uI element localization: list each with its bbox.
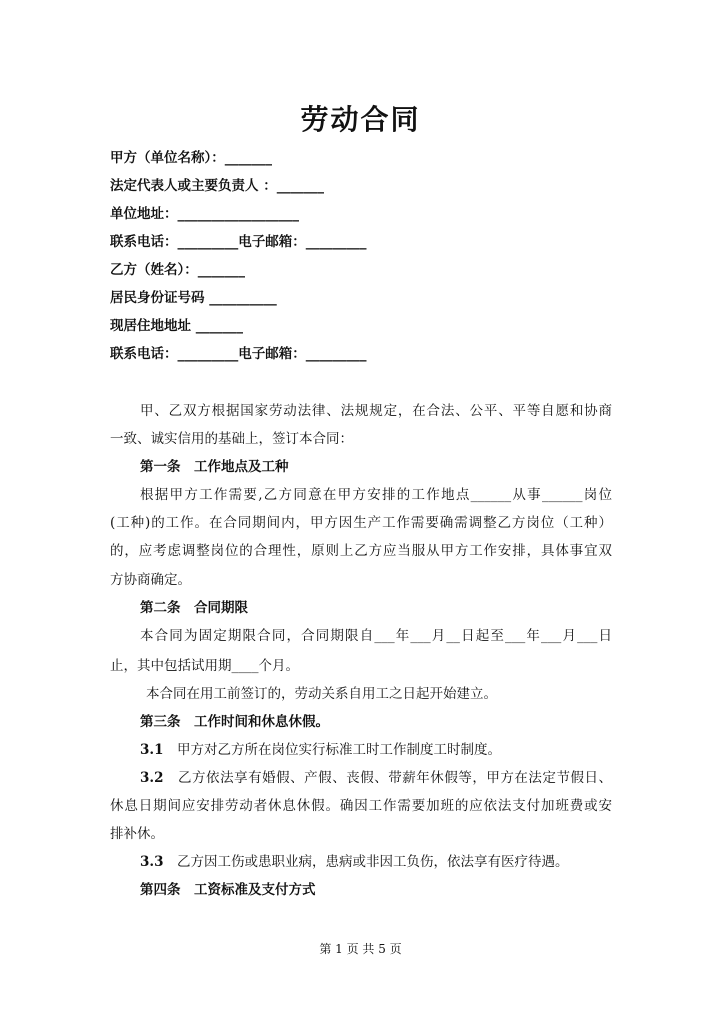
field-party-a-contact: 联系电话：_________电子邮箱：_________ — [110, 234, 367, 250]
article-2-title: 第二条 合同期限 — [140, 600, 248, 616]
article-1-line: (工种)的工作。在合同期间内，甲方因生产工作需要确需调整乙方岗位（工种） — [110, 515, 612, 531]
article-1-line: 的，应考虑调整岗位的合理性，原则上乙方应当服从甲方工作安排，具体事宜双 — [110, 543, 612, 559]
section-3-2 — [140, 769, 612, 787]
section-text: 甲方对乙方所在岗位实行标准工时工作制度工时制度。 — [177, 742, 501, 758]
section-3-1 — [140, 741, 501, 759]
section-3-2-line: 休息日期间应安排劳动者休息休假。确因工作需要加班的应依法支付加班费或安 — [110, 798, 612, 814]
field-party-a-name: 甲方（单位名称）：_______ — [110, 150, 272, 166]
article-1-title: 第一条 工作地点及工种 — [140, 459, 289, 475]
section-3-3 — [140, 853, 569, 871]
section-number: 3.1 — [140, 742, 164, 758]
field-current-address: 现居住地地址 _______ — [110, 318, 243, 334]
article-1-line: 根据甲方工作需要,乙方同意在甲方安排的工作地点______从事______岗位 — [140, 487, 612, 503]
intro-line: 一致、诚实信用的基础上，签订本合同： — [110, 431, 353, 447]
section-number: 3.3 — [140, 854, 164, 870]
section-number: 3.2 — [140, 770, 164, 786]
article-1-line: 方协商确定。 — [110, 572, 191, 588]
section-text: 乙方因工伤或患职业病，患病或非因工负伤，依法享有医疗待遇。 — [177, 854, 569, 870]
article-2-note: 本合同在用工前签订的，劳动关系自用工之日起开始建立。 — [146, 686, 497, 702]
document-title: 劳动合同 — [300, 103, 421, 136]
section-text: 乙方依法享有婚假、产假、丧假、带薪年休假等，甲方在法定节假日、 — [178, 770, 612, 786]
intro-line: 甲、乙双方根据国家劳动法律、法规规定，在合法、公平、平等自愿和协商 — [140, 403, 612, 419]
field-party-b-contact: 联系电话：_________电子邮箱：_________ — [110, 346, 367, 362]
article-2-line: 本合同为固定期限合同，合同期限自___年___月__日起至___年___月___日 — [140, 628, 612, 644]
article-3-title: 第三条 工作时间和休息休假。 — [140, 714, 329, 730]
article-2-line: 止，其中包括试用期____个月。 — [110, 658, 299, 674]
field-legal-rep: 法定代表人或主要负责人 ：_______ — [110, 178, 324, 194]
field-party-b-name: 乙方（姓名）：_______ — [110, 262, 245, 278]
page-footer: 第 1 页 共 5 页 — [319, 942, 402, 956]
field-id-number: 居民身份证号码 __________ — [110, 290, 277, 306]
article-4-title: 第四条 工资标准及支付方式 — [140, 882, 316, 898]
section-3-2-line: 排补休。 — [110, 826, 164, 842]
field-company-address: 单位地址：__________________ — [110, 206, 299, 222]
